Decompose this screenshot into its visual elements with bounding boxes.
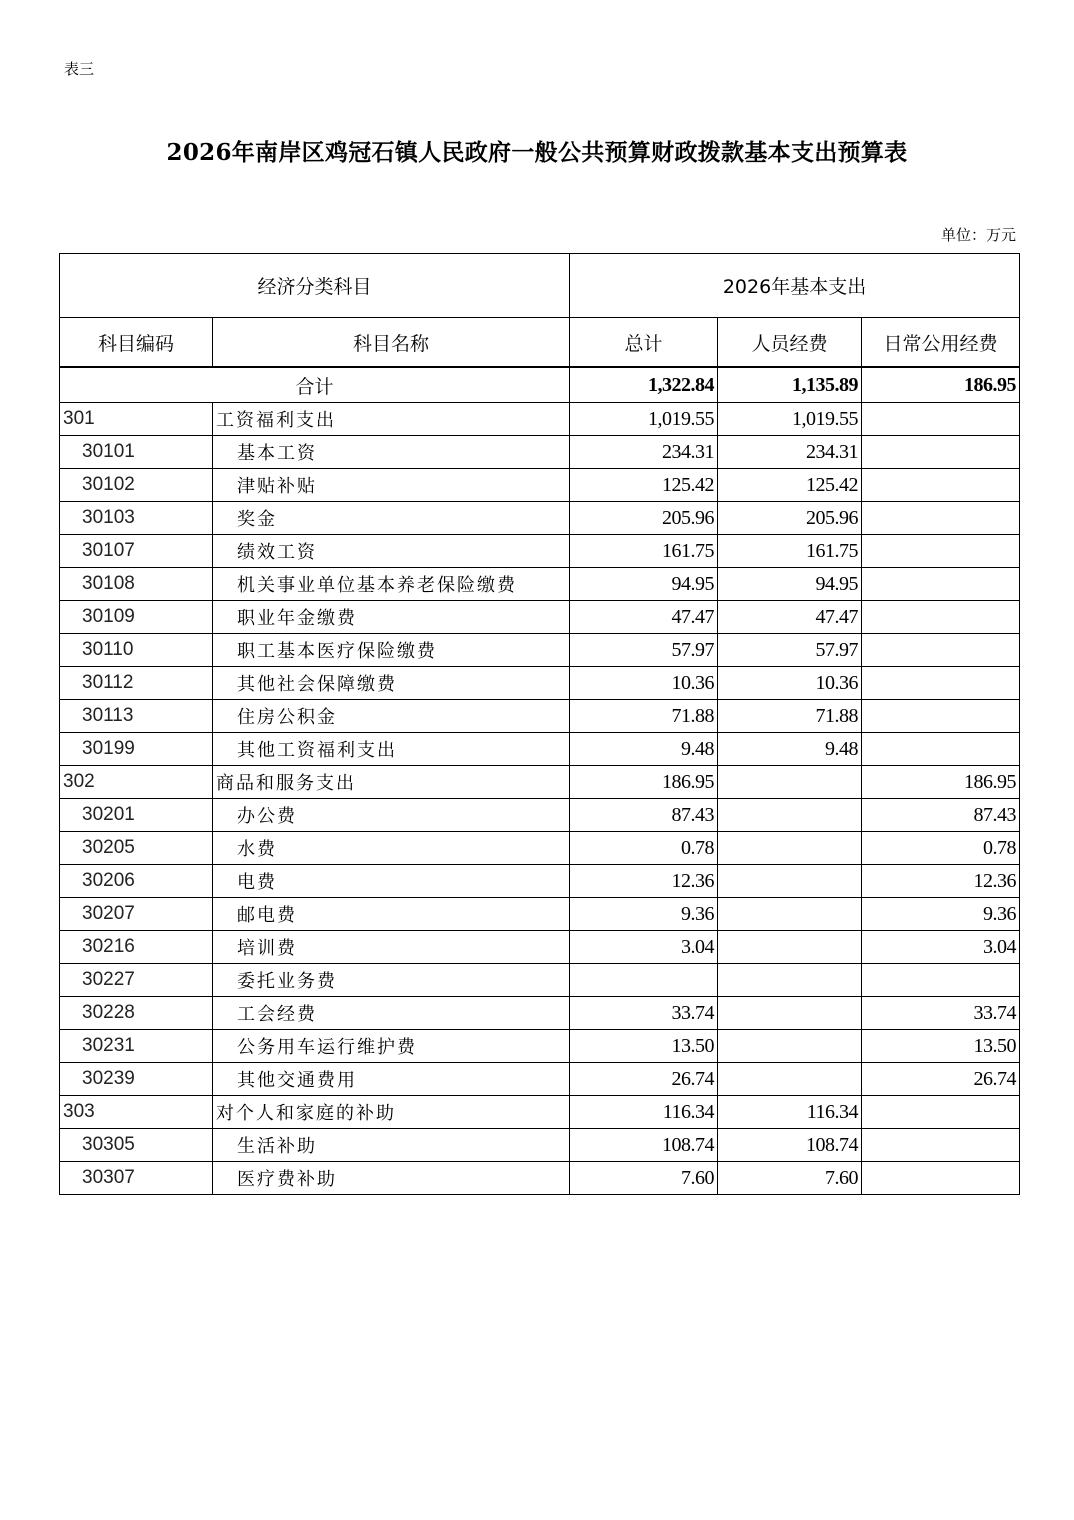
cell-name: 公务用车运行维护费 (213, 1030, 570, 1063)
cell-total: 186.95 (570, 766, 718, 799)
cell-public (862, 1129, 1020, 1162)
cell-public (862, 403, 1020, 436)
cell-personnel (718, 964, 862, 997)
cell-code: 30102 (60, 469, 213, 502)
cell-name: 培训费 (213, 931, 570, 964)
table-row (60, 733, 1020, 766)
cell-public: 87.43 (862, 799, 1020, 832)
table-row (60, 535, 1020, 568)
cell-code: 30107 (60, 535, 213, 568)
cell-personnel: 125.42 (718, 469, 862, 502)
cell-public: 13.50 (862, 1030, 1020, 1063)
cell-code: 30201 (60, 799, 213, 832)
budget-table (59, 253, 1020, 1195)
cell-personnel: 94.95 (718, 568, 862, 601)
cell-name: 水费 (213, 832, 570, 865)
total-label: 合计 (60, 367, 570, 403)
cell-code: 30207 (60, 898, 213, 931)
cell-total: 234.31 (570, 436, 718, 469)
total-public: 186.95 (862, 367, 1020, 403)
cell-code: 30307 (60, 1162, 213, 1195)
cell-name: 其他交通费用 (213, 1063, 570, 1096)
cell-total: 3.04 (570, 931, 718, 964)
cell-name: 住房公积金 (213, 700, 570, 733)
cell-name: 办公费 (213, 799, 570, 832)
cell-personnel: 47.47 (718, 601, 862, 634)
cell-total: 13.50 (570, 1030, 718, 1063)
header-name: 科目名称 (213, 318, 570, 368)
table-row (60, 865, 1020, 898)
cell-code: 303 (60, 1096, 213, 1129)
cell-total: 108.74 (570, 1129, 718, 1162)
table-row (60, 1030, 1020, 1063)
cell-code: 30108 (60, 568, 213, 601)
total-personnel: 1,135.89 (718, 367, 862, 403)
cell-personnel: 205.96 (718, 502, 862, 535)
table-row (60, 634, 1020, 667)
cell-name: 基本工资 (213, 436, 570, 469)
table-row (60, 766, 1020, 799)
cell-name: 职工基本医疗保险缴费 (213, 634, 570, 667)
cell-code: 30101 (60, 436, 213, 469)
table-row (60, 568, 1020, 601)
cell-name: 邮电费 (213, 898, 570, 931)
cell-total: 125.42 (570, 469, 718, 502)
cell-personnel: 71.88 (718, 700, 862, 733)
cell-personnel: 57.97 (718, 634, 862, 667)
cell-name: 职业年金缴费 (213, 601, 570, 634)
cell-name: 委托业务费 (213, 964, 570, 997)
cell-personnel: 161.75 (718, 535, 862, 568)
cell-total: 87.43 (570, 799, 718, 832)
table-row (60, 898, 1020, 931)
header-public: 日常公用经费 (862, 318, 1020, 368)
table-label: 表三 (64, 60, 95, 78)
table-row (60, 1063, 1020, 1096)
cell-public: 9.36 (862, 898, 1020, 931)
cell-code: 302 (60, 766, 213, 799)
table-row (60, 700, 1020, 733)
cell-total (570, 964, 718, 997)
table-row (60, 436, 1020, 469)
cell-name: 奖金 (213, 502, 570, 535)
cell-personnel (718, 865, 862, 898)
cell-total: 71.88 (570, 700, 718, 733)
cell-code: 30109 (60, 601, 213, 634)
cell-name: 工会经费 (213, 997, 570, 1030)
cell-total: 205.96 (570, 502, 718, 535)
cell-code: 30206 (60, 865, 213, 898)
cell-public (862, 1096, 1020, 1129)
table-row (60, 1162, 1020, 1195)
cell-name: 工资福利支出 (213, 403, 570, 436)
cell-total: 1,019.55 (570, 403, 718, 436)
cell-public (862, 535, 1020, 568)
cell-public: 186.95 (862, 766, 1020, 799)
cell-personnel (718, 898, 862, 931)
document-title: 2026年南岸区鸡冠石镇人民政府一般公共预算财政拨款基本支出预算表 (166, 139, 908, 166)
cell-personnel: 7.60 (718, 1162, 862, 1195)
table-row (60, 502, 1020, 535)
cell-public (862, 964, 1020, 997)
cell-personnel: 9.48 (718, 733, 862, 766)
cell-code: 301 (60, 403, 213, 436)
cell-personnel: 116.34 (718, 1096, 862, 1129)
cell-code: 30103 (60, 502, 213, 535)
cell-code: 30112 (60, 667, 213, 700)
cell-public (862, 634, 1020, 667)
header-row-columns (60, 318, 1020, 368)
header-personnel: 人员经费 (718, 318, 862, 368)
unit-label: 单位：万元 (940, 226, 1016, 244)
cell-name: 津贴补贴 (213, 469, 570, 502)
cell-personnel (718, 766, 862, 799)
cell-personnel: 234.31 (718, 436, 862, 469)
cell-name: 其他工资福利支出 (213, 733, 570, 766)
table-row (60, 964, 1020, 997)
header-economic-classification: 经济分类科目 (60, 254, 570, 318)
cell-public (862, 700, 1020, 733)
cell-total: 161.75 (570, 535, 718, 568)
table-row (60, 403, 1020, 436)
cell-public (862, 568, 1020, 601)
cell-total: 9.36 (570, 898, 718, 931)
cell-name: 其他社会保障缴费 (213, 667, 570, 700)
table-row (60, 667, 1020, 700)
total-total: 1,322.84 (570, 367, 718, 403)
cell-public: 0.78 (862, 832, 1020, 865)
cell-public: 3.04 (862, 931, 1020, 964)
cell-name: 机关事业单位基本养老保险缴费 (213, 568, 570, 601)
cell-code: 30305 (60, 1129, 213, 1162)
cell-code: 30216 (60, 931, 213, 964)
cell-total: 26.74 (570, 1063, 718, 1096)
cell-code: 30205 (60, 832, 213, 865)
cell-public: 12.36 (862, 865, 1020, 898)
cell-total: 0.78 (570, 832, 718, 865)
cell-public (862, 1162, 1020, 1195)
cell-personnel: 1,019.55 (718, 403, 862, 436)
cell-total: 116.34 (570, 1096, 718, 1129)
cell-code: 30231 (60, 1030, 213, 1063)
cell-public (862, 436, 1020, 469)
cell-total: 47.47 (570, 601, 718, 634)
cell-total: 94.95 (570, 568, 718, 601)
table-row (60, 997, 1020, 1030)
cell-total: 12.36 (570, 865, 718, 898)
table-row (60, 1096, 1020, 1129)
table-row (60, 931, 1020, 964)
cell-name: 生活补助 (213, 1129, 570, 1162)
cell-total: 57.97 (570, 634, 718, 667)
cell-personnel (718, 799, 862, 832)
cell-name: 电费 (213, 865, 570, 898)
table-row (60, 832, 1020, 865)
cell-total: 10.36 (570, 667, 718, 700)
cell-code: 30227 (60, 964, 213, 997)
cell-personnel (718, 1063, 862, 1096)
total-row (60, 367, 1020, 403)
table-row (60, 1129, 1020, 1162)
cell-total: 33.74 (570, 997, 718, 1030)
cell-public (862, 601, 1020, 634)
header-row-group (60, 254, 1020, 318)
cell-code: 30199 (60, 733, 213, 766)
header-basic-expenditure: 2026年基本支出 (570, 254, 1020, 318)
cell-total: 9.48 (570, 733, 718, 766)
cell-public (862, 469, 1020, 502)
cell-name: 医疗费补助 (213, 1162, 570, 1195)
cell-personnel (718, 1030, 862, 1063)
cell-code: 30228 (60, 997, 213, 1030)
header-total: 总计 (570, 318, 718, 368)
cell-code: 30110 (60, 634, 213, 667)
cell-public: 26.74 (862, 1063, 1020, 1096)
cell-personnel: 10.36 (718, 667, 862, 700)
cell-code: 30239 (60, 1063, 213, 1096)
cell-public (862, 667, 1020, 700)
cell-code: 30113 (60, 700, 213, 733)
cell-personnel (718, 832, 862, 865)
cell-total: 7.60 (570, 1162, 718, 1195)
cell-personnel (718, 997, 862, 1030)
cell-personnel: 108.74 (718, 1129, 862, 1162)
cell-public (862, 733, 1020, 766)
cell-public (862, 502, 1020, 535)
cell-public: 33.74 (862, 997, 1020, 1030)
header-code: 科目编码 (60, 318, 213, 368)
table-row (60, 469, 1020, 502)
cell-personnel (718, 931, 862, 964)
cell-name: 绩效工资 (213, 535, 570, 568)
cell-name: 商品和服务支出 (213, 766, 570, 799)
cell-name: 对个人和家庭的补助 (213, 1096, 570, 1129)
table-row (60, 799, 1020, 832)
table-row (60, 601, 1020, 634)
